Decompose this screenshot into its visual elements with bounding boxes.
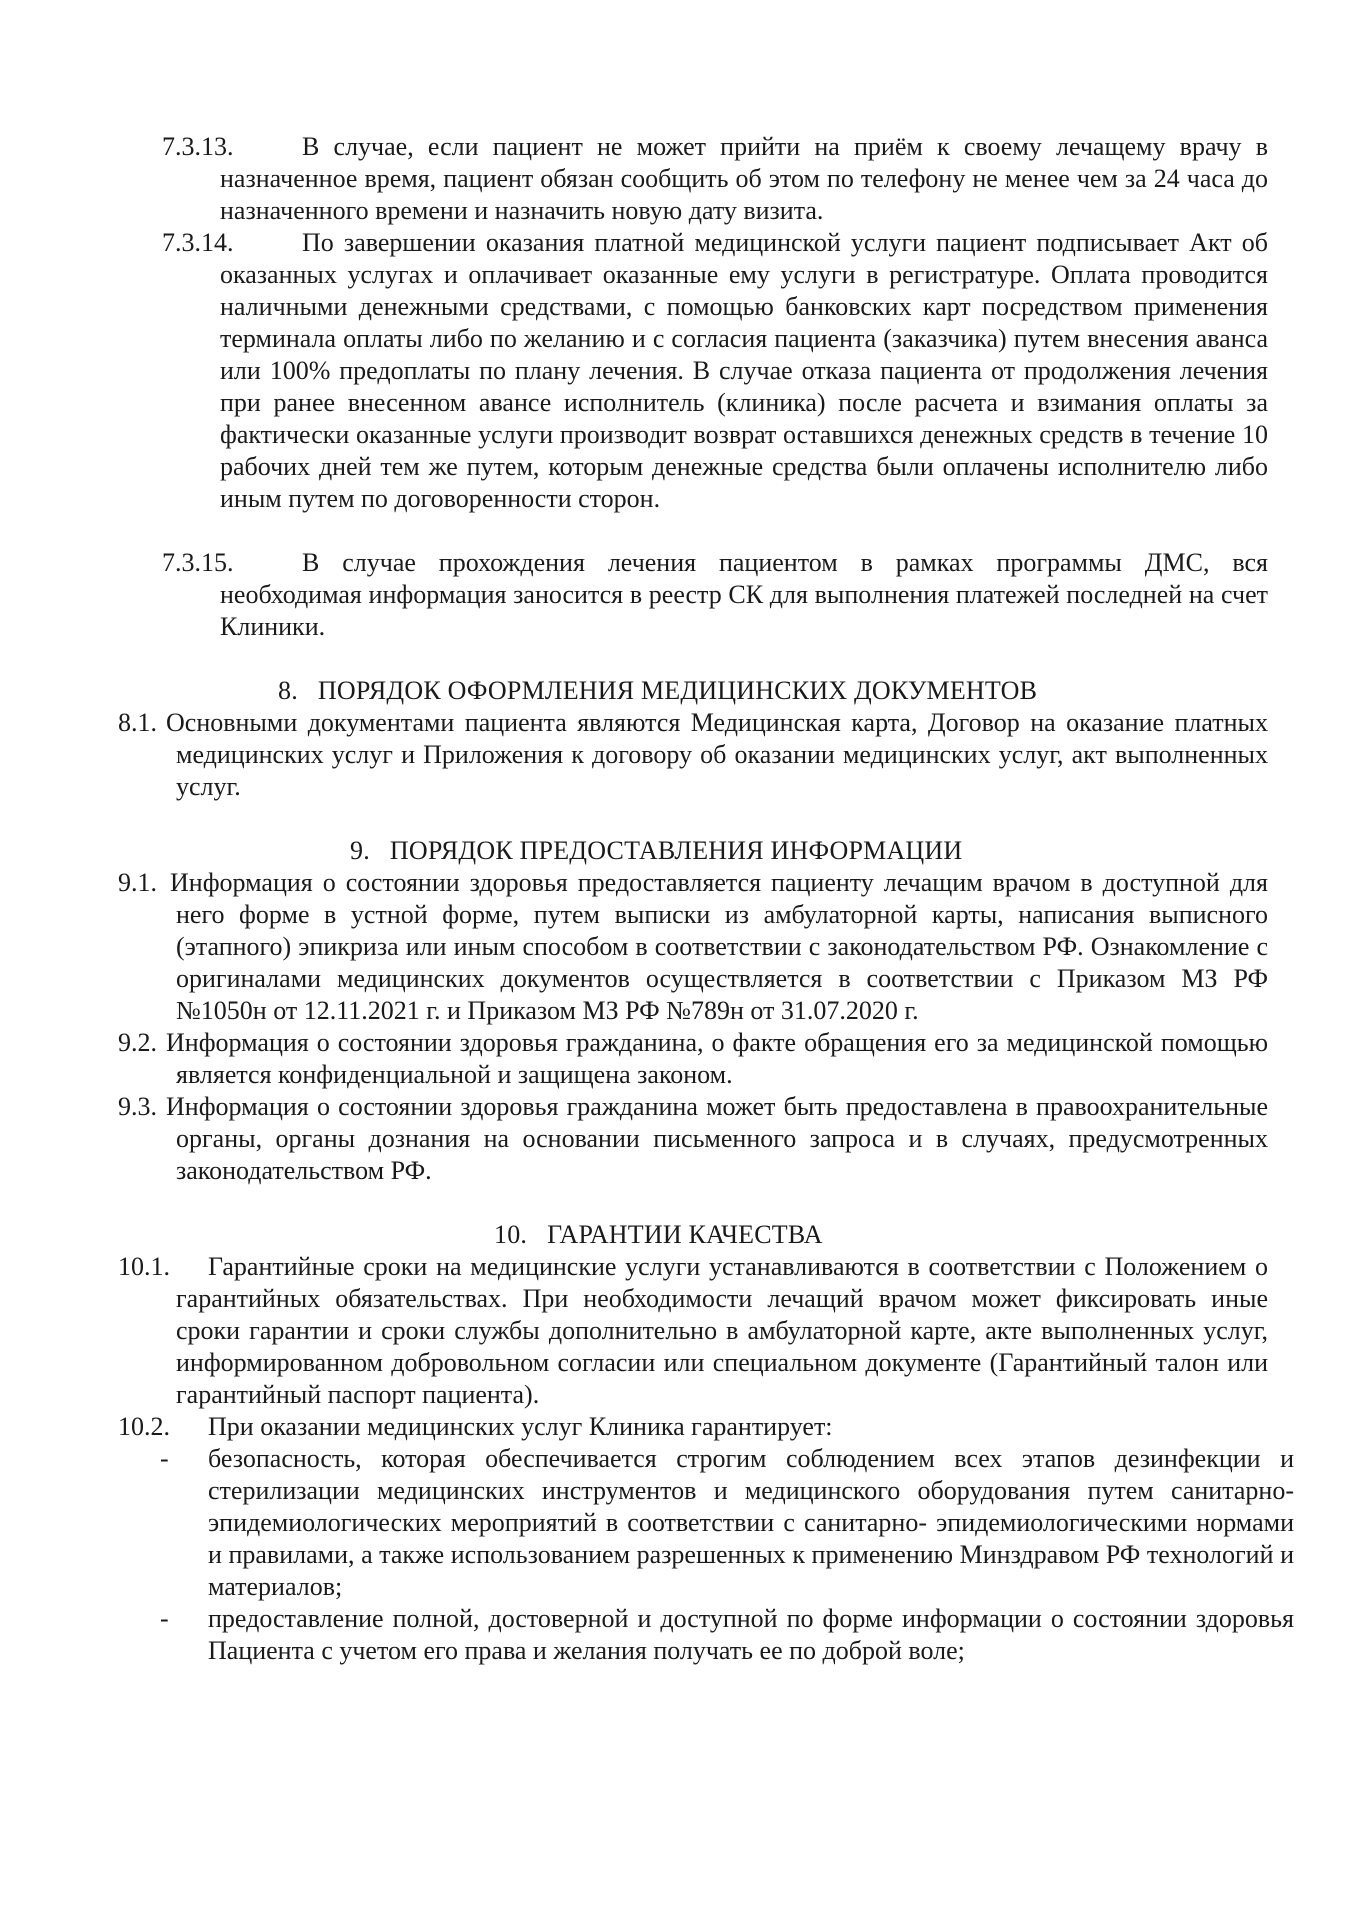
clause-7-3-13: [162, 131, 1268, 227]
clause-text: В случае, если пациент не может прийти на приём к своему лечащему врачу в назначенное время, пациент обязан сообщить об этом по телефону не менее чем за 24 часа до назначенного времени и назначить новую дату визита.: [220, 132, 1268, 225]
clause-text: Информация о состоянии здоровья предоставляется пациенту лечащим врачом в доступной для него форме в устной форме, путем выписки из амбулаторной карты, написания выписного (этапного) эпикриза или иным способом в соответствии с законодательством РФ. Ознакомление с оригиналами медицинских документов осуществляется в соответствии с Приказом МЗ РФ №1050н от 12.11.2021 г. и Приказом МЗ РФ №789н от 31.07.2020 г.: [170, 868, 1268, 1025]
section-heading-9: [350, 835, 962, 867]
clause-text: Гарантийные сроки на медицинские услуги устанавливаются в соответствии с Положением о гарантийных обязательствах. При необходимости лечащий врачом может фиксировать иные сроки гарантии и сроки службы дополнительно в амбулаторной карте, акте выполненных услуг, информированном добровольном согласии или специальном документе (Гарантийный талон или гарантийный паспорт пациента).: [176, 1252, 1268, 1409]
clause-number: 7.3.13.: [162, 132, 234, 161]
clause-9-2: [118, 1027, 1268, 1091]
section-title: ГАРАНТИИ КАЧЕСТВА: [547, 1220, 823, 1249]
bullet-dash: -: [160, 1604, 169, 1633]
section-heading-10: [494, 1219, 823, 1251]
clause-text: Основными документами пациента являются Медицинская карта, Договор на оказание платных медицинских услуг и Приложения к договору об оказании медицинских услуг, акт выполненных услуг.: [166, 708, 1268, 801]
clause-number: 10.2.: [118, 1412, 170, 1441]
clause-text: По завершении оказания платной медицинской услуги пациент подписывает Акт об оказанных услугах и оплачивает оказанные ему услуги в регистратуре. Оплата проводится наличными денежными средствами, с помощью банковских карт посредством применения терминала оплаты либо по желанию и с согласия пациента (заказчика) путем внесения аванса или 100% предоплаты по плану лечения. В случае отказа пациента от продолжения лечения при ранее внесенном авансе исполнитель (клиника) после расчета и взимания оплаты за фактически оказанные услуги производит возврат оставшихся денежных средств в течение 10 рабочих дней тем же путем, которым денежные средства были оплачены исполнителю либо иным путем по договоренности сторон.: [220, 228, 1268, 513]
clause-7-3-14: [162, 227, 1268, 515]
bullet-item: [208, 1443, 1294, 1603]
section-heading-8: [278, 675, 1037, 707]
clause-7-3-15: [162, 547, 1268, 643]
clause-9-3: [118, 1091, 1268, 1187]
clause-number: 8.1.: [118, 708, 157, 737]
bullet-item: [208, 1603, 1294, 1667]
section-number: 9.: [350, 836, 370, 865]
section-title: ПОРЯДОК ПРЕДОСТАВЛЕНИЯ ИНФОРМАЦИИ: [389, 836, 963, 865]
clause-text: Информация о состоянии здоровья гражданина, о факте обращения его за медицинской помощью является конфиденциальной и защищена законом.: [166, 1028, 1268, 1089]
clause-number: 10.1.: [118, 1252, 170, 1281]
clause-8-1: [118, 707, 1268, 803]
bullet-dash: -: [160, 1444, 169, 1473]
section-title: ПОРЯДОК ОФОРМЛЕНИЯ МЕДИЦИНСКИХ ДОКУМЕНТОВ: [317, 676, 1038, 705]
clause-9-1: [118, 867, 1268, 1027]
bullet-text: предоставление полной, достоверной и доступной по форме информации о состоянии здоровья Пациента с учетом его права и желания получать ее по доброй воле;: [208, 1604, 1294, 1665]
clause-text: При оказании медицинских услуг Клиника гарантирует:: [208, 1412, 833, 1441]
clause-number: 7.3.14.: [162, 228, 234, 257]
clause-number: 9.3.: [118, 1092, 157, 1121]
clause-text: В случае прохождения лечения пациентом в рамках программы ДМС, вся необходимая информация заносится в реестр СК для выполнения платежей последней на счет Клиники.: [220, 548, 1268, 641]
bullet-text: безопасность, которая обеспечивается строгим соблюдением всех этапов дезинфекции и стерилизации медицинских инструментов и медицинского оборудования путем санитарно-эпидемиологических мероприятий в соответствии с санитарно- эпидемиологическими нормами и правилами, а также использованием разрешенных к применению Минздравом РФ технологий и материалов;: [208, 1444, 1294, 1601]
clause-10-1: [118, 1251, 1268, 1411]
clause-number: 9.1.: [118, 868, 157, 897]
section-number: 10.: [494, 1220, 528, 1249]
clause-number: 9.2.: [118, 1028, 157, 1057]
clause-number: 7.3.15.: [162, 548, 234, 577]
clause-10-2: [118, 1411, 1268, 1443]
clause-text: Информация о состоянии здоровья гражданина может быть предоставлена в правоохранительные органы, органы дознания на основании письменного запроса и в случаях, предусмотренных законодательством РФ.: [166, 1092, 1268, 1185]
section-number: 8.: [278, 676, 298, 705]
